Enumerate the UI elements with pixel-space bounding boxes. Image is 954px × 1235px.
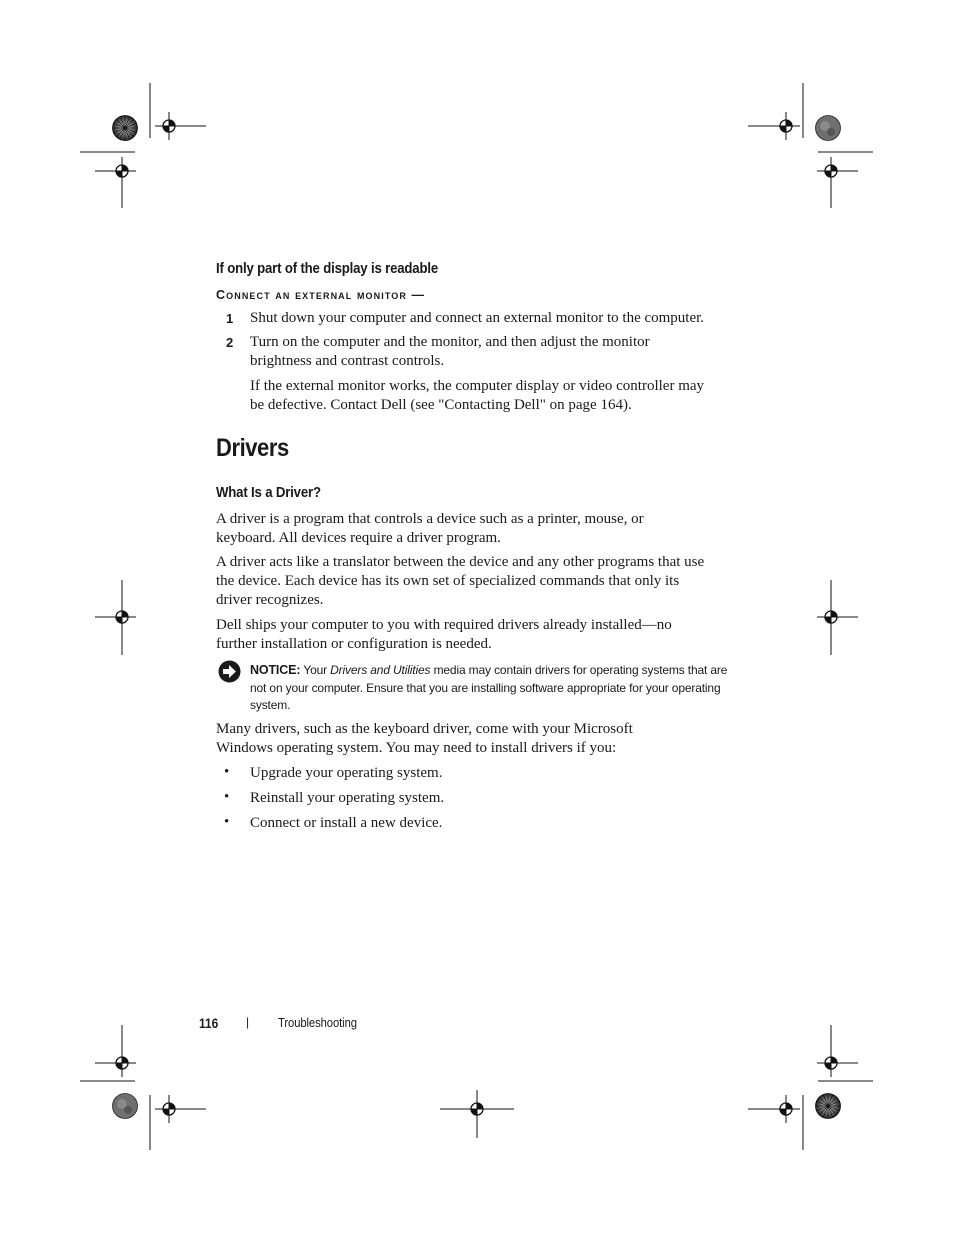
step-followup-text: If the external monitor works, the computer display or video controller may be defective. Contact Dell (see "Contacting Dell" on page 164).: [250, 378, 705, 413]
step-number: 1: [226, 311, 234, 326]
notice-post: media may contain drivers for operating systems that are not on your computer. Ensure that you are installing software appropriate for your operating system.: [250, 663, 728, 712]
list-item: Reinstall your operating system.: [250, 790, 445, 806]
paragraph: Many drivers, such as the keyboard driver, come with your Microsoft Windows operating system. You may need to install drivers if you:: [216, 721, 633, 756]
notice-pre: Your: [303, 663, 327, 677]
notice-icon: [218, 660, 241, 683]
step-text: Shut down your computer and connect an external monitor to the computer.: [250, 310, 705, 326]
footer-separator: |: [246, 1015, 250, 1029]
page-title: Drivers: [216, 434, 289, 462]
paragraph: A driver is a program that controls a device such as a printer, mouse, or keyboard. All devices require a driver program.: [216, 511, 644, 546]
list-item: Upgrade your operating system.: [250, 765, 443, 781]
notice-label: NOTICE:: [250, 663, 301, 677]
bullet-icon: •: [224, 814, 230, 830]
section-heading-display-readable: If only part of the display is readable: [216, 260, 438, 277]
page-number: 116: [199, 1015, 219, 1031]
section-heading-what-is-driver: What Is a Driver?: [216, 484, 321, 501]
notice-italic: Drivers and Utilities: [330, 663, 431, 677]
bullet-icon: •: [224, 764, 230, 780]
paragraph: Dell ships your computer to you with required drivers already installed—no further installation or configuration is needed.: [216, 617, 672, 652]
notice-text: [250, 662, 728, 715]
step-number: 2: [226, 335, 234, 350]
footer-section-title: Troubleshooting: [278, 1016, 357, 1030]
list-item: Connect or install a new device.: [250, 815, 443, 831]
bullet-icon: •: [224, 789, 230, 805]
runin-heading-external-monitor: Connect an external monitor —: [216, 288, 426, 302]
step-text: Turn on the computer and the monitor, and then adjust the monitor brightness and contrast controls.: [250, 334, 650, 369]
paragraph: A driver acts like a translator between the device and any other programs that use the device. Each device has its own set of specialized commands that only its driver recognizes.: [216, 554, 705, 608]
